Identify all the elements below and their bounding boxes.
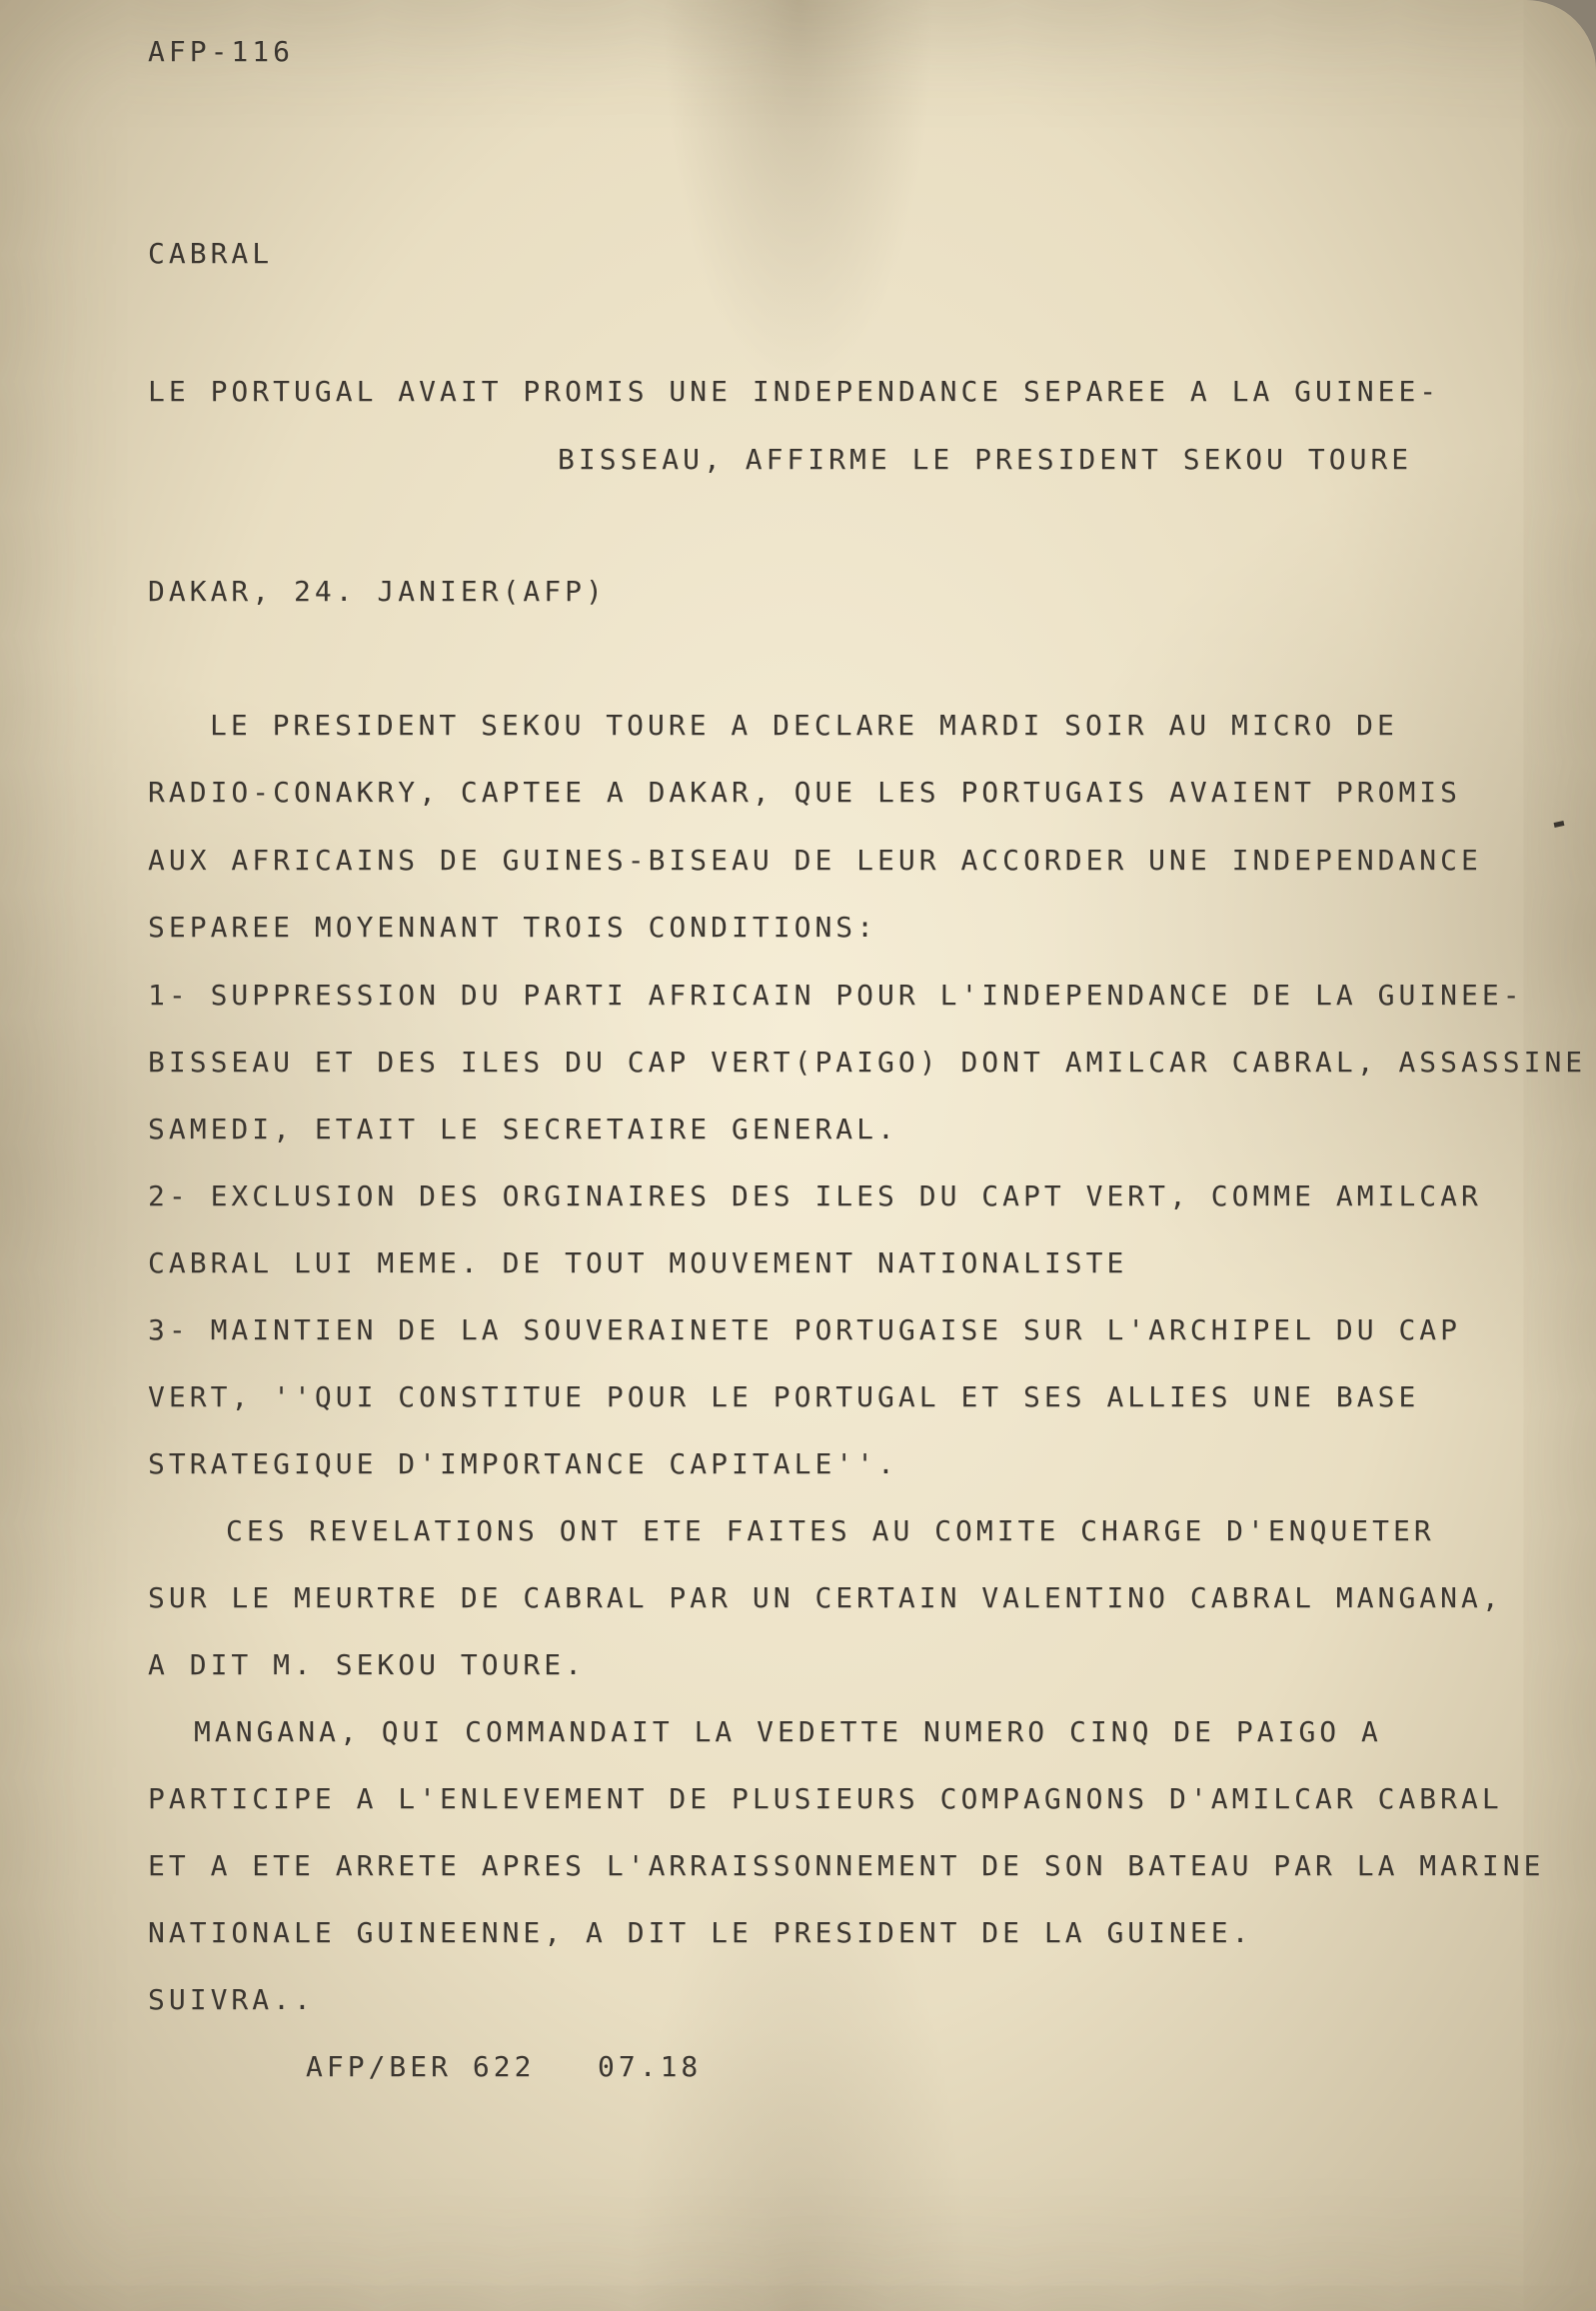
body-line: SAMEDI, ETAIT LE SECRETAIRE GENERAL. [148,1113,898,1146]
body-line: NATIONALE GUINEENNE, A DIT LE PRESIDENT DE LA GUINEE. [148,1916,1253,1949]
body-line: SUIVRA.. [148,1983,315,2016]
headline-line-2: BISSEAU, AFFIRME LE PRESIDENT SEKOU TOURE [558,443,1413,476]
body-line: 1- SUPPRESSION DU PARTI AFRICAIN POUR L'INDEPENDANCE DE LA GUINEE- [148,979,1524,1012]
body-line: ET A ETE ARRETE APRES L'ARRAISSONNEMENT DE SON BATEAU PAR LA MARINE [148,1849,1545,1882]
body-line: AUX AFRICAINS DE GUINES-BISEAU DE LEUR ACCORDER UNE INDEPENDANCE [148,844,1482,877]
body-line: BISSEAU ET DES ILES DU CAP VERT(PAIGO) DONT AMILCAR CABRAL, ASSASSINE [148,1046,1587,1079]
dateline: DAKAR, 24. JANIER(AFP) [148,575,607,608]
body-line: SEPAREE MOYENNANT TROIS CONDITIONS: [148,911,878,944]
body-line: RADIO-CONAKRY, CAPTEE A DAKAR, QUE LES PORTUGAIS AVAIENT PROMIS [148,776,1462,809]
body-line: PARTICIPE A L'ENLEVEMENT DE PLUSIEURS COMPAGNONS D'AMILCAR CABRAL [148,1782,1503,1815]
body-line: SUR LE MEURTRE DE CABRAL PAR UN CERTAIN VALENTINO CABRAL MANGANA, [148,1581,1503,1614]
body-line: VERT, ''QUI CONSTITUE POUR LE PORTUGAL ET SES ALLIES UNE BASE [148,1380,1420,1413]
body-line: MANGANA, QUI COMMANDAIT LA VEDETTE NUMERO CINQ DE PAIGO A [194,1715,1382,1748]
headline-line-1: LE PORTUGAL AVAIT PROMIS UNE INDEPENDANCE SEPAREE A LA GUINEE- [148,375,1441,408]
ink-mark [1554,821,1565,828]
body-line: STRATEGIQUE D'IMPORTANCE CAPITALE''. [148,1447,898,1480]
body-line: A DIT M. SEKOU TOURE. [148,1648,587,1681]
body-line: 3- MAINTIEN DE LA SOUVERAINETE PORTUGAISE SUR L'ARCHIPEL DU CAP [148,1313,1462,1346]
body-line: 2- EXCLUSION DES ORGINAIRES DES ILES DU CAPT VERT, COMME AMILCAR [148,1179,1482,1212]
body-line: CES REVELATIONS ONT ETE FAITES AU COMITE CHARGE D'ENQUETER [226,1514,1435,1547]
body-line: CABRAL LUI MEME. DE TOUT MOUVEMENT NATIONALISTE [148,1246,1128,1279]
slug: CABRAL [148,237,274,270]
body-line: LE PRESIDENT SEKOU TOURE A DECLARE MARDI SOIR AU MICRO DE [210,709,1398,742]
signoff: AFP/BER 622 07.18 [306,2050,703,2083]
document-code: AFP-116 [148,35,295,68]
